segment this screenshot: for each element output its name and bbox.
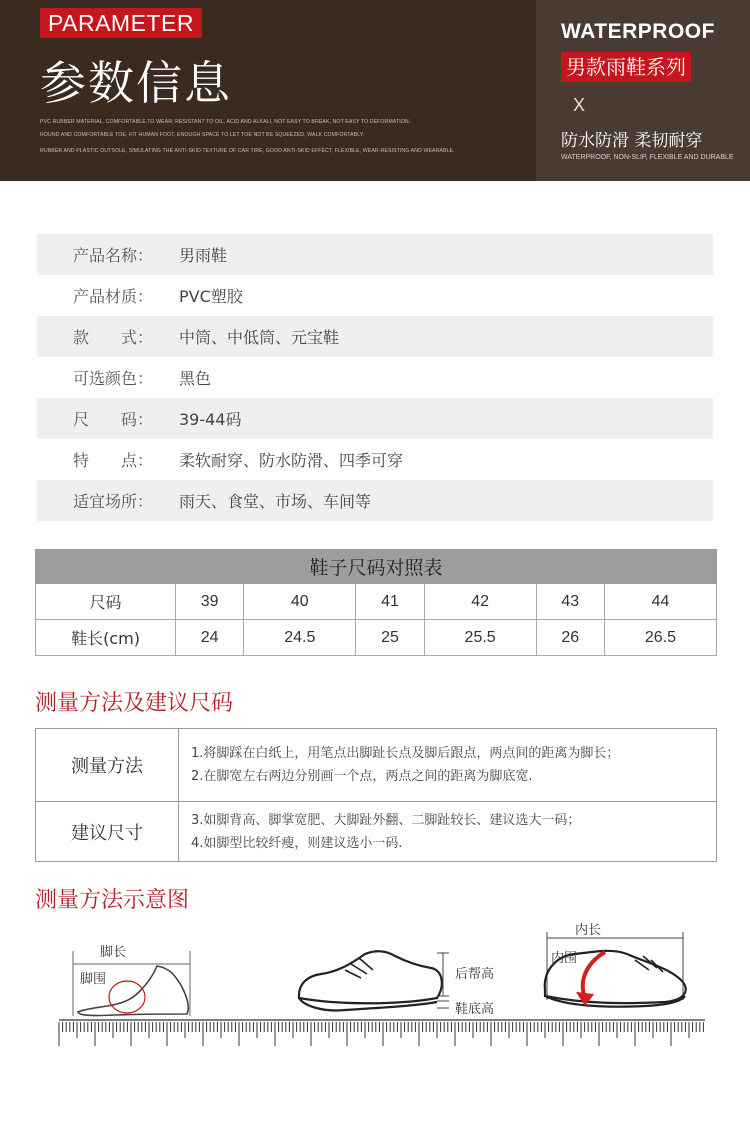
param-label: 特 点： [73, 451, 154, 470]
label-inner-length: 内长 [575, 923, 602, 938]
param-value: 黑色 [179, 369, 212, 388]
label-sole-height: 鞋底高 [455, 1002, 495, 1017]
table-row [36, 620, 717, 656]
param-row-venues [37, 480, 713, 521]
table-cell: 39 [176, 584, 244, 620]
instructions-cell [179, 729, 717, 802]
table-cell: 25.5 [424, 620, 536, 656]
row-header: 建议尺寸 [36, 802, 179, 862]
diagram-drawing [45, 912, 715, 1057]
param-row-color [37, 357, 713, 398]
series-badge: 男款雨鞋系列 [561, 52, 691, 82]
waterproof-title: WATERPROOF [561, 20, 715, 43]
table-cell: 43 [536, 584, 604, 620]
param-value: PVC塑胶 [179, 287, 243, 306]
table-row [36, 802, 717, 862]
instruction-line: 4.如脚型比较纤瘦，则建议选小一码. [191, 835, 403, 851]
param-row-features [37, 439, 713, 480]
label-inner-girth: 内围 [551, 951, 578, 966]
header-banner [0, 0, 750, 181]
ruler-ticks [59, 1022, 703, 1046]
instruction-line: 2.在脚宽左右两边分别画一个点，两点之间的距离为脚底宽. [191, 769, 533, 784]
param-label: 产品名称： [73, 246, 154, 265]
param-value: 中筒、中低筒、元宝鞋 [179, 328, 340, 347]
table-row [36, 584, 717, 620]
banner-desc-line-1: PVC RUBBER MATERIAL, COMFORTABLE TO WEAR; RESISTANT TO OIL, ACID AND ALKALI, NOT EASY TO BREAK, NOT EASY TO DEFORMATION. [40, 119, 411, 125]
table-cell: 40 [244, 584, 356, 620]
param-value: 男雨鞋 [179, 246, 228, 265]
banner-desc-line-2: ROUND AND COMFORTABLE TOE, FIT HUMAN FOOT, ENOUGH SPACE TO LET TOE NOT BE SQUEEZED, WALK COMFORTABLY. [40, 132, 365, 138]
param-label: 可选颜色： [73, 369, 154, 388]
table-row [36, 729, 717, 802]
measurement-diagram [45, 912, 715, 1057]
shoe-side-sketch [299, 951, 449, 1010]
table-cell: 24.5 [244, 620, 356, 656]
param-value: 柔软耐穿、防水防滑、四季可穿 [179, 451, 404, 470]
table-cell: 25 [356, 620, 424, 656]
label-back-height: 后帮高 [455, 967, 495, 982]
param-label: 适宜场所： [73, 492, 154, 511]
size-chart-table [35, 549, 717, 656]
param-value: 39-44码 [179, 410, 242, 429]
instructions-cell [179, 802, 717, 862]
param-row-material [37, 275, 713, 316]
measure-table [35, 728, 717, 862]
feature-slogan: 防水防滑 柔韧耐穿 [561, 131, 703, 151]
parameter-list [37, 234, 713, 521]
param-value: 雨天、食堂、市场、车间等 [179, 492, 372, 511]
instruction-line: 1.将脚踩在白纸上，用笔点出脚趾长点及脚后跟点，两点间的距离为脚长； [191, 746, 620, 761]
param-row-name [37, 234, 713, 275]
page-title: 参数信息 [40, 56, 232, 110]
row-header: 测量方法 [36, 729, 179, 802]
diagram-section-heading: 测量方法示意图 [35, 888, 190, 913]
table-cell: 26 [536, 620, 604, 656]
table-cell: 26.5 [604, 620, 716, 656]
banner-right-panel [536, 0, 750, 181]
label-foot-length: 脚长 [100, 945, 127, 960]
table-cell: 24 [176, 620, 244, 656]
table-cell: 42 [424, 584, 536, 620]
param-row-size [37, 398, 713, 439]
param-label: 尺 码： [73, 410, 154, 429]
parameter-tag: PARAMETER [40, 8, 202, 38]
size-chart-title: 鞋子尺码对照表 [36, 550, 717, 584]
param-label: 款 式： [73, 328, 154, 347]
banner-desc-line-3: RUBBER AND PLASTIC OUTSOLE, SIMULATING THE ANTI-SKID TEXTURE OF CAR TIRE, GOOD ANTI-SKID EFFECT, FLEXIBLE, WEAR-RESISTING AND WEARABLE. [40, 148, 455, 154]
table-cell: 44 [604, 584, 716, 620]
feature-slogan-en: WATERPROOF, NON-SLIP, FLEXIBLE AND DURABLE [561, 154, 734, 161]
banner-left-panel [0, 0, 536, 181]
cross-mark: X [573, 95, 586, 115]
instruction-line: 3.如脚背高、脚掌宽肥、大脚趾外翻、二脚趾较长、建议选大一码； [191, 812, 581, 828]
label-foot-girth: 脚围 [80, 972, 107, 987]
param-label: 产品材质： [73, 287, 154, 306]
param-row-style [37, 316, 713, 357]
table-cell: 41 [356, 584, 424, 620]
row-header: 尺码 [36, 584, 176, 620]
shoe-inner-sketch [545, 932, 686, 1007]
row-header: 鞋长(cm) [36, 620, 176, 656]
measure-section-heading: 测量方法及建议尺码 [35, 691, 234, 716]
